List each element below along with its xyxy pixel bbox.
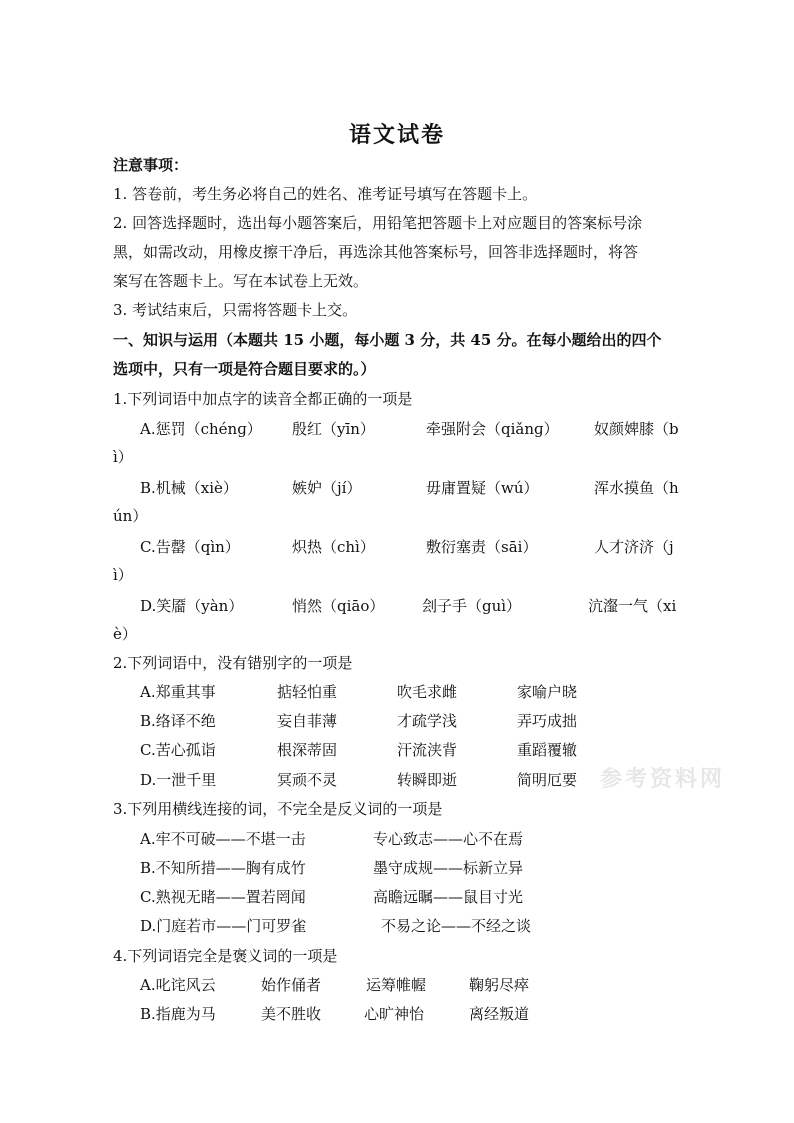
- q3-option-a-pair2: 专心致志——心不在焉: [373, 830, 524, 848]
- q1-option-b-word4: 浑水摸鱼（h: [594, 479, 679, 497]
- q1-option-a-word3: 牵强附会（qiǎnɡ）: [426, 420, 559, 438]
- q4-option-a-word4: 鞠躬尽瘁: [469, 976, 530, 994]
- watermark: 参考资料网: [600, 766, 726, 792]
- q1-option-b-wrap: ún）: [113, 507, 148, 525]
- q1-option-c-word1: C.告罄（qìn）: [140, 538, 240, 556]
- q2-option-a-word1: A.郑重其事: [140, 683, 216, 701]
- q2-option-a-word3: 吹毛求雌: [397, 683, 458, 701]
- q4-option-a-word1: A.叱诧风云: [140, 976, 216, 994]
- q1-option-c-word4: 人才济济（j: [594, 538, 674, 556]
- q2-option-d-word3: 转瞬即逝: [397, 771, 458, 789]
- q1-option-d-word3: 刽子手（guì）: [422, 597, 522, 615]
- q3-option-a-pair1: A.牢不可破——不堪一击: [140, 830, 306, 848]
- notice-heading: 注意事项：: [113, 156, 189, 174]
- q1-option-a-word1: A.惩罚（chénɡ）: [140, 420, 262, 438]
- q1-option-d-word1: D.笑靥（yàn）: [140, 597, 244, 615]
- q4-option-b-word2: 美不胜收: [261, 1005, 322, 1023]
- q2-option-b-word3: 才疏学浅: [397, 712, 458, 730]
- q1-option-d-word2: 悄然（qiāo）: [292, 597, 385, 615]
- q2-option-d-word1: D.一泄千里: [140, 771, 217, 789]
- q2-option-a-word4: 家喻户晓: [517, 683, 578, 701]
- section-heading: 一、知识与运用（本题共 15 小题，每小题 3 分，共 45 分。在每小题给出的四个: [113, 331, 662, 349]
- notice-item: 1. 答卷前，考生务必将自己的姓名、准考证号填写在答题卡上。: [113, 185, 538, 203]
- q4-option-a-word2: 始作俑者: [261, 976, 322, 994]
- page-title: 语文试卷: [348, 122, 445, 148]
- q3-option-b-pair2: 墨守成规——标新立异: [373, 859, 524, 877]
- q2-option-a-word2: 掂轻怕重: [277, 683, 338, 701]
- q1-option-a-wrap: ì）: [113, 448, 133, 466]
- q3-option-c-pair2: 高瞻远瞩——鼠目寸光: [373, 888, 524, 906]
- notice-item: 黑，如需改动，用橡皮擦干净后，再选涂其他答案标号，回答非选择题时，将答: [113, 243, 639, 261]
- q3-option-d-pair2: 不易之论——不经之谈: [381, 917, 532, 935]
- q2-option-c-word2: 根深蒂固: [277, 741, 338, 759]
- q2-option-d-word2: 冥顽不灵: [277, 771, 338, 789]
- q1-option-a-word2: 殷红（yīn）: [292, 420, 375, 438]
- q3-option-c-pair1: C.熟视无睹——置若罔闻: [140, 888, 306, 906]
- q2-option-c-word1: C.苦心孤诣: [140, 741, 216, 759]
- question-4-stem: 4.下列词语完全是褒义词的一项是: [113, 947, 338, 965]
- q1-option-a-word4: 奴颜婢膝（b: [594, 420, 679, 438]
- q4-option-b-word4: 离经叛道: [469, 1005, 530, 1023]
- q4-option-b-word1: B.指鹿为马: [140, 1005, 216, 1023]
- q3-option-d-pair1: D.门庭若市——门可罗雀: [140, 917, 307, 935]
- section-heading-cont: 选项中，只有一项是符合题目要求的。）: [113, 360, 376, 378]
- q4-option-a-word3: 运筹帷幄: [366, 976, 427, 994]
- q1-option-b-word1: B.机械（xiè）: [140, 479, 238, 497]
- q1-option-c-word2: 炽热（chì）: [292, 538, 375, 556]
- question-1-stem: 1.下列词语中加点字的读音全都正确的一项是: [113, 390, 413, 408]
- notice-item: 2. 回答选择题时，选出每小题答案后，用铅笔把答题卡上对应题目的答案标号涂: [113, 214, 643, 232]
- question-3-stem: 3.下列用横线连接的词，不完全是反义词的一项是: [113, 800, 443, 818]
- question-2-stem: 2.下列词语中，没有错别字的一项是: [113, 654, 353, 672]
- q1-option-b-word2: 嫉妒（jí）: [292, 479, 362, 497]
- q1-option-d-wrap: è）: [113, 625, 137, 643]
- q1-option-c-wrap: ì）: [113, 566, 133, 584]
- q2-option-b-word2: 妄自菲薄: [277, 712, 338, 730]
- q4-option-b-word3: 心旷神怡: [364, 1005, 425, 1023]
- q1-option-b-word3: 毋庸置疑（wú）: [426, 479, 539, 497]
- notice-item: 案写在答题卡上。写在本试卷上无效。: [113, 272, 369, 290]
- q2-option-b-word1: B.络译不绝: [140, 712, 216, 730]
- q1-option-c-word3: 敷衍塞责（sāi）: [426, 538, 538, 556]
- notice-item: 3. 考试结束后，只需将答题卡上交。: [113, 301, 358, 319]
- q2-option-b-word4: 弄巧成拙: [517, 712, 578, 730]
- q1-option-d-word4: 沆瀣一气（xi: [588, 597, 677, 615]
- q2-option-c-word4: 重蹈覆辙: [517, 741, 578, 759]
- q2-option-c-word3: 汗流浃背: [397, 741, 458, 759]
- q2-option-d-word4: 简明厄要: [517, 771, 578, 789]
- q3-option-b-pair1: B.不知所措——胸有成竹: [140, 859, 306, 877]
